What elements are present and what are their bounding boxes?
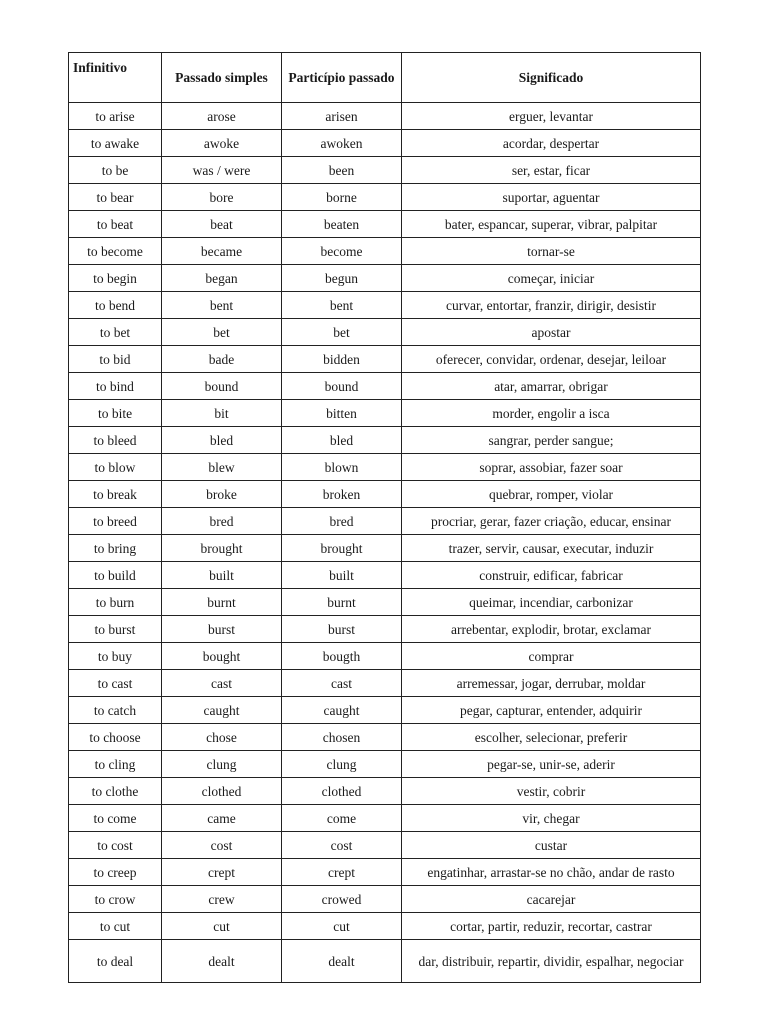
cell-past-simple: became: [162, 238, 282, 265]
cell-meaning: quebrar, romper, violar: [402, 481, 701, 508]
cell-meaning: morder, engolir a isca: [402, 400, 701, 427]
table-row: [69, 616, 701, 643]
cell-meaning: comprar: [402, 643, 701, 670]
cell-meaning: oferecer, convidar, ordenar, desejar, leiloar: [402, 346, 701, 373]
cell-infinitive: to clothe: [69, 778, 162, 805]
cell-infinitive: to be: [69, 157, 162, 184]
cell-past-participle: arisen: [282, 103, 402, 130]
cell-meaning: trazer, servir, causar, executar, induzir: [402, 535, 701, 562]
table-row: [69, 643, 701, 670]
cell-meaning: erguer, levantar: [402, 103, 701, 130]
cell-past-participle: brought: [282, 535, 402, 562]
cell-infinitive: to beat: [69, 211, 162, 238]
cell-past-participle: burst: [282, 616, 402, 643]
table-row: [69, 400, 701, 427]
header-past-participle: Particípio passado: [282, 53, 402, 103]
cell-meaning: engatinhar, arrastar-se no chão, andar de rasto: [402, 859, 701, 886]
cell-infinitive: to choose: [69, 724, 162, 751]
cell-infinitive: to bend: [69, 292, 162, 319]
cell-infinitive: to become: [69, 238, 162, 265]
table-row: [69, 103, 701, 130]
table-row: [69, 940, 701, 983]
cell-past-simple: cast: [162, 670, 282, 697]
cell-infinitive: to burn: [69, 589, 162, 616]
cell-meaning: vir, chegar: [402, 805, 701, 832]
cell-infinitive: to burst: [69, 616, 162, 643]
irregular-verbs-table: [68, 52, 701, 983]
cell-past-participle: bougth: [282, 643, 402, 670]
cell-past-simple: burst: [162, 616, 282, 643]
table-row: [69, 589, 701, 616]
cell-past-simple: blew: [162, 454, 282, 481]
cell-infinitive: to cut: [69, 913, 162, 940]
table-row: [69, 751, 701, 778]
cell-past-participle: come: [282, 805, 402, 832]
cell-past-participle: bidden: [282, 346, 402, 373]
table-row: [69, 481, 701, 508]
table-row: [69, 427, 701, 454]
cell-infinitive: to bid: [69, 346, 162, 373]
cell-meaning: custar: [402, 832, 701, 859]
table-row: [69, 805, 701, 832]
cell-past-simple: crew: [162, 886, 282, 913]
cell-past-simple: awoke: [162, 130, 282, 157]
cell-infinitive: to creep: [69, 859, 162, 886]
cell-past-participle: bitten: [282, 400, 402, 427]
cell-past-simple: came: [162, 805, 282, 832]
cell-past-simple: bound: [162, 373, 282, 400]
cell-past-participle: bled: [282, 427, 402, 454]
cell-meaning: suportar, aguentar: [402, 184, 701, 211]
cell-past-simple: was / were: [162, 157, 282, 184]
cell-infinitive: to breed: [69, 508, 162, 535]
cell-past-simple: bit: [162, 400, 282, 427]
table-row: [69, 373, 701, 400]
cell-past-simple: bent: [162, 292, 282, 319]
cell-past-participle: broken: [282, 481, 402, 508]
cell-infinitive: to bleed: [69, 427, 162, 454]
cell-past-participle: become: [282, 238, 402, 265]
cell-infinitive: to arise: [69, 103, 162, 130]
cell-past-participle: bound: [282, 373, 402, 400]
cell-past-simple: bred: [162, 508, 282, 535]
cell-past-participle: cast: [282, 670, 402, 697]
cell-past-participle: chosen: [282, 724, 402, 751]
cell-past-participle: cost: [282, 832, 402, 859]
cell-past-simple: broke: [162, 481, 282, 508]
cell-past-participle: blown: [282, 454, 402, 481]
cell-past-simple: built: [162, 562, 282, 589]
table-row: [69, 346, 701, 373]
cell-meaning: cacarejar: [402, 886, 701, 913]
cell-infinitive: to deal: [69, 940, 162, 983]
cell-meaning: começar, iniciar: [402, 265, 701, 292]
cell-infinitive: to buy: [69, 643, 162, 670]
table-row: [69, 238, 701, 265]
cell-meaning: pegar-se, unir-se, aderir: [402, 751, 701, 778]
cell-past-participle: burnt: [282, 589, 402, 616]
cell-past-participle: built: [282, 562, 402, 589]
cell-infinitive: to crow: [69, 886, 162, 913]
cell-past-participle: clothed: [282, 778, 402, 805]
cell-past-participle: awoken: [282, 130, 402, 157]
table-row: [69, 697, 701, 724]
cell-past-simple: cut: [162, 913, 282, 940]
cell-infinitive: to come: [69, 805, 162, 832]
cell-past-participle: borne: [282, 184, 402, 211]
cell-past-simple: burnt: [162, 589, 282, 616]
cell-meaning: soprar, assobiar, fazer soar: [402, 454, 701, 481]
cell-meaning: procriar, gerar, fazer criação, educar, ensinar: [402, 508, 701, 535]
header-past-simple: Passado simples: [162, 53, 282, 103]
cell-past-simple: began: [162, 265, 282, 292]
table-row: [69, 130, 701, 157]
cell-meaning: dar, distribuir, repartir, dividir, espalhar, negociar: [402, 940, 701, 983]
table-row: [69, 535, 701, 562]
cell-past-participle: bent: [282, 292, 402, 319]
cell-past-simple: bade: [162, 346, 282, 373]
cell-past-simple: dealt: [162, 940, 282, 983]
cell-past-simple: bought: [162, 643, 282, 670]
cell-infinitive: to awake: [69, 130, 162, 157]
table-row: [69, 508, 701, 535]
cell-past-simple: beat: [162, 211, 282, 238]
cell-infinitive: to bet: [69, 319, 162, 346]
cell-infinitive: to cast: [69, 670, 162, 697]
header-infinitive: Infinitivo: [69, 53, 162, 103]
table-row: [69, 832, 701, 859]
cell-past-simple: clothed: [162, 778, 282, 805]
cell-meaning: atar, amarrar, obrigar: [402, 373, 701, 400]
cell-infinitive: to bring: [69, 535, 162, 562]
cell-past-participle: clung: [282, 751, 402, 778]
cell-past-participle: been: [282, 157, 402, 184]
cell-past-simple: bled: [162, 427, 282, 454]
table-body: [69, 103, 701, 983]
table-row: [69, 265, 701, 292]
cell-infinitive: to bite: [69, 400, 162, 427]
table-row: [69, 913, 701, 940]
table-row: [69, 184, 701, 211]
table-row: [69, 778, 701, 805]
cell-infinitive: to bear: [69, 184, 162, 211]
cell-past-simple: crept: [162, 859, 282, 886]
cell-meaning: escolher, selecionar, preferir: [402, 724, 701, 751]
cell-infinitive: to break: [69, 481, 162, 508]
cell-meaning: curvar, entortar, franzir, dirigir, desistir: [402, 292, 701, 319]
cell-past-simple: brought: [162, 535, 282, 562]
cell-meaning: bater, espancar, superar, vibrar, palpitar: [402, 211, 701, 238]
cell-past-participle: dealt: [282, 940, 402, 983]
cell-past-participle: crowed: [282, 886, 402, 913]
cell-past-simple: cost: [162, 832, 282, 859]
cell-past-simple: caught: [162, 697, 282, 724]
cell-infinitive: to build: [69, 562, 162, 589]
cell-past-participle: cut: [282, 913, 402, 940]
cell-infinitive: to begin: [69, 265, 162, 292]
cell-meaning: ser, estar, ficar: [402, 157, 701, 184]
table-row: [69, 859, 701, 886]
cell-infinitive: to blow: [69, 454, 162, 481]
cell-past-simple: bore: [162, 184, 282, 211]
cell-infinitive: to bind: [69, 373, 162, 400]
table-row: [69, 211, 701, 238]
table-row: [69, 157, 701, 184]
cell-past-participle: bred: [282, 508, 402, 535]
cell-meaning: cortar, partir, reduzir, recortar, castrar: [402, 913, 701, 940]
table-row: [69, 292, 701, 319]
cell-infinitive: to cling: [69, 751, 162, 778]
table-row: [69, 886, 701, 913]
table-row: [69, 562, 701, 589]
table-row: [69, 724, 701, 751]
header-meaning: Significado: [402, 53, 701, 103]
cell-past-simple: arose: [162, 103, 282, 130]
cell-past-simple: bet: [162, 319, 282, 346]
cell-meaning: tornar-se: [402, 238, 701, 265]
cell-meaning: construir, edificar, fabricar: [402, 562, 701, 589]
cell-meaning: apostar: [402, 319, 701, 346]
cell-past-participle: caught: [282, 697, 402, 724]
cell-meaning: arremessar, jogar, derrubar, moldar: [402, 670, 701, 697]
cell-infinitive: to catch: [69, 697, 162, 724]
cell-past-participle: bet: [282, 319, 402, 346]
cell-infinitive: to cost: [69, 832, 162, 859]
cell-meaning: arrebentar, explodir, brotar, exclamar: [402, 616, 701, 643]
cell-past-simple: chose: [162, 724, 282, 751]
cell-past-simple: clung: [162, 751, 282, 778]
table-row: [69, 670, 701, 697]
cell-meaning: sangrar, perder sangue;: [402, 427, 701, 454]
cell-meaning: vestir, cobrir: [402, 778, 701, 805]
cell-meaning: acordar, despertar: [402, 130, 701, 157]
cell-past-participle: begun: [282, 265, 402, 292]
table-header-row: [69, 53, 701, 103]
cell-meaning: pegar, capturar, entender, adquirir: [402, 697, 701, 724]
table-row: [69, 454, 701, 481]
cell-past-participle: crept: [282, 859, 402, 886]
cell-meaning: queimar, incendiar, carbonizar: [402, 589, 701, 616]
table-row: [69, 319, 701, 346]
cell-past-participle: beaten: [282, 211, 402, 238]
